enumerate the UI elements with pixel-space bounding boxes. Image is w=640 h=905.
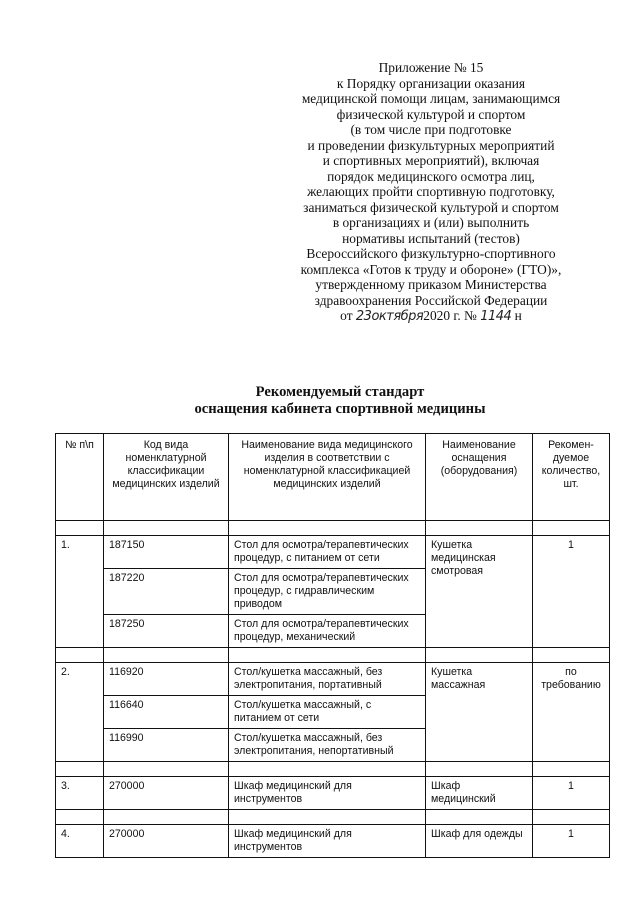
appendix-line: Приложение № 15 bbox=[378, 60, 484, 75]
device-type-name: Стол/кушетка массажный, без электропитания, портативный bbox=[229, 663, 426, 696]
classification-code: 187150 bbox=[104, 536, 229, 569]
table-spacer bbox=[56, 648, 610, 663]
appendix-line: (в том числе при подготовке bbox=[350, 122, 512, 137]
table-row bbox=[56, 663, 610, 696]
header-equipment: Наименование оснащения (оборудования) bbox=[426, 434, 533, 521]
date-prefix: от bbox=[340, 308, 353, 323]
table-spacer bbox=[56, 810, 610, 825]
equipment-table bbox=[55, 433, 610, 858]
recommended-quantity: 1 bbox=[533, 825, 610, 858]
classification-code: 116990 bbox=[104, 729, 229, 762]
appendix-line: Всероссийского физкультурно-спортивного bbox=[306, 246, 556, 261]
recommended-quantity: 1 bbox=[533, 777, 610, 810]
table-spacer bbox=[56, 762, 610, 777]
header-num: № п\п bbox=[56, 434, 104, 521]
appendix-line: заниматься физической культурой и спортом bbox=[303, 199, 559, 215]
header-code: Код вида номенклатурной классификации медицинских изделий bbox=[104, 434, 229, 521]
row-number: 4. bbox=[56, 825, 104, 858]
handwritten-order-number: 1144 bbox=[480, 309, 512, 324]
classification-code: 116920 bbox=[104, 663, 229, 696]
appendix-line: здравоохранения Российской Федерации bbox=[314, 292, 548, 308]
device-type-name: Стол для осмотра/терапевтических процедур, с питанием от сети bbox=[229, 536, 426, 569]
appendix-header bbox=[292, 60, 570, 325]
appendix-line: физической культурой и спортом bbox=[336, 106, 526, 122]
device-type-name: Стол/кушетка массажный, с питанием от сети bbox=[229, 696, 426, 729]
appendix-line: и спортивных мероприятий), включая bbox=[322, 153, 540, 168]
date-year: 2020 г. № bbox=[423, 308, 477, 323]
row-number: 2. bbox=[56, 663, 104, 762]
appendix-line: и проведении физкультурных мероприятий bbox=[307, 137, 555, 153]
handwritten-date: 23октября bbox=[355, 309, 424, 324]
table-spacer bbox=[56, 521, 610, 536]
classification-code: 270000 bbox=[104, 777, 229, 810]
equipment-name: Кушетка медицинская смотровая bbox=[426, 536, 533, 648]
classification-code: 187250 bbox=[104, 615, 229, 648]
row-number: 3. bbox=[56, 777, 104, 810]
header-name: Наименование вида медицинского изделия в соответствии с номенклатурной классификацией медицинских изделий bbox=[229, 434, 426, 521]
device-type-name: Стол для осмотра/терапевтических процедур, с гидравлическим приводом bbox=[229, 569, 426, 615]
classification-code: 270000 bbox=[104, 825, 229, 858]
header-qty: Рекомен-дуемое количество, шт. bbox=[533, 434, 610, 521]
order-date-line bbox=[292, 308, 570, 325]
table-row bbox=[56, 777, 610, 810]
appendix-line: медицинской помощи лицам, занимающимся bbox=[301, 91, 561, 106]
appendix-line: комплекса «Готов к труду и обороне» (ГТО)», bbox=[300, 261, 562, 277]
classification-code: 116640 bbox=[104, 696, 229, 729]
date-suffix: н bbox=[514, 308, 522, 323]
device-type-name: Шкаф медицинский для инструментов bbox=[229, 825, 426, 858]
appendix-line: желающих пройти спортивную подготовку, bbox=[307, 184, 555, 199]
equipment-name: Кушетка массажная bbox=[426, 663, 533, 762]
table-row bbox=[56, 825, 610, 858]
equipment-name: Шкаф медицинский bbox=[426, 777, 533, 810]
equipment-name: Шкаф для одежды bbox=[426, 825, 533, 858]
device-type-name: Стол для осмотра/терапевтических процедур, механический bbox=[229, 615, 426, 648]
appendix-line: в организациях и (или) выполнить bbox=[332, 215, 530, 230]
device-type-name: Шкаф медицинский для инструментов bbox=[229, 777, 426, 810]
appendix-line: нормативы испытаний (тестов) bbox=[342, 230, 520, 246]
document-title-line2: оснащения кабинета спортивной медицины bbox=[194, 401, 486, 417]
table-header-row bbox=[56, 434, 610, 521]
row-number: 1. bbox=[56, 536, 104, 648]
appendix-line: порядок медицинского осмотра лиц, bbox=[327, 168, 535, 184]
document-title-line1: Рекомендуемый стандарт bbox=[255, 384, 425, 400]
recommended-quantity: по требованию bbox=[533, 663, 610, 762]
classification-code: 187220 bbox=[104, 569, 229, 615]
appendix-line: утвержденному приказом Министерства bbox=[315, 277, 547, 292]
recommended-quantity: 1 bbox=[533, 536, 610, 648]
table-row bbox=[56, 536, 610, 569]
appendix-line: к Порядку организации оказания bbox=[336, 75, 526, 91]
device-type-name: Стол/кушетка массажный, без электропитания, непортативный bbox=[229, 729, 426, 762]
document-title bbox=[100, 384, 580, 418]
